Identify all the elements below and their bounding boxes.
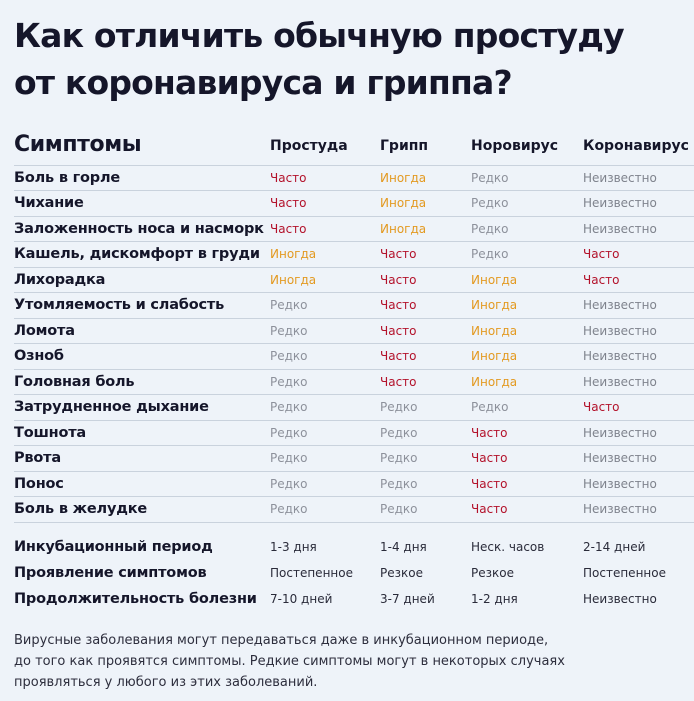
page-title-line-1: Как отличить обычную простуду [14, 16, 624, 55]
frequency-cell: Редко [471, 400, 509, 415]
frequency-cell: Редко [270, 451, 308, 466]
symptom-name: Затрудненное дыхание [14, 399, 209, 416]
table-row [14, 318, 694, 344]
frequency-cell: Неизвестно [583, 451, 657, 466]
info-name: Проявление симптомов [14, 565, 207, 581]
footnote-line-3: проявляться у любого из этих заболеваний. [14, 675, 318, 690]
symptom-name: Понос [14, 475, 64, 492]
table-row [14, 242, 694, 268]
table-row [14, 497, 694, 523]
info-name: Продолжительность болезни [14, 591, 257, 607]
frequency-cell: Редко [471, 170, 509, 185]
info-cell: Резкое [471, 566, 514, 580]
info-cell: Резкое [380, 566, 423, 580]
frequency-cell: Неизвестно [583, 476, 657, 491]
frequency-cell: Редко [270, 374, 308, 389]
symptom-name: Кашель, дискомфорт в груди [14, 246, 260, 263]
table-row [14, 395, 694, 421]
frequency-cell: Часто [583, 247, 620, 262]
info-name: Инкубационный период [14, 539, 213, 555]
info-cell: 7-10 дней [270, 592, 333, 606]
disease-info-rows [14, 522, 694, 612]
table-row [14, 344, 694, 370]
frequency-cell: Редко [380, 476, 418, 491]
footnote-line-1: Вирусные заболевания могут передаваться даже в инкубационном периоде, [14, 633, 549, 648]
table-header-row [14, 125, 694, 165]
frequency-cell: Часто [270, 196, 307, 211]
symptom-name: Утомляемость и слабость [14, 297, 225, 314]
frequency-cell: Редко [270, 476, 308, 491]
table-row [14, 191, 694, 217]
symptom-name: Заложенность носа и насморк [14, 220, 264, 237]
table-row [14, 446, 694, 472]
header-cold: Простуда [270, 138, 348, 155]
table-row [14, 369, 694, 395]
header-flu: Грипп [380, 138, 429, 155]
frequency-cell: Иногда [471, 323, 518, 338]
symptom-name: Боль в желудке [14, 501, 147, 518]
symptom-name: Рвота [14, 450, 61, 467]
frequency-cell: Неизвестно [583, 323, 657, 338]
frequency-cell: Часто [380, 247, 417, 262]
info-cell: Неск. часов [471, 540, 545, 554]
header-coronavirus: Коронавирус [583, 138, 689, 155]
frequency-cell: Часто [471, 502, 508, 517]
frequency-cell: Неизвестно [583, 221, 657, 236]
frequency-cell: Неизвестно [583, 502, 657, 517]
symptoms-comparison-table [14, 125, 694, 612]
info-cell: Постепенное [583, 566, 666, 580]
frequency-cell: Редко [380, 502, 418, 517]
frequency-cell: Иногда [270, 247, 317, 262]
header-symptoms: Симптомы [14, 132, 142, 158]
frequency-cell: Иногда [380, 221, 427, 236]
page-title [14, 12, 684, 106]
info-cell: 1-3 дня [270, 540, 317, 554]
frequency-cell: Иногда [380, 196, 427, 211]
table-row [14, 293, 694, 319]
frequency-cell: Часто [380, 298, 417, 313]
frequency-cell: Редко [270, 400, 308, 415]
footnote-line-2: до того как проявятся симптомы. Редкие симптомы могут в некоторых случаях [14, 654, 565, 669]
symptom-name: Головная боль [14, 373, 135, 390]
info-cell: 1-2 дня [471, 592, 518, 606]
frequency-cell: Редко [471, 196, 509, 211]
table-row [14, 420, 694, 446]
table-row [14, 471, 694, 497]
frequency-cell: Часто [380, 272, 417, 287]
frequency-cell: Неизвестно [583, 298, 657, 313]
symptom-name: Тошнота [14, 424, 87, 441]
symptom-name: Чихание [14, 195, 84, 212]
frequency-cell: Редко [380, 425, 418, 440]
frequency-cell: Неизвестно [583, 349, 657, 364]
frequency-cell: Редко [270, 349, 308, 364]
info-cell: Постепенное [270, 566, 353, 580]
table-row [14, 560, 694, 586]
info-cell: 1-4 дня [380, 540, 427, 554]
frequency-cell: Часто [471, 425, 508, 440]
frequency-cell: Неизвестно [583, 170, 657, 185]
info-cell: 3-7 дней [380, 592, 435, 606]
frequency-cell: Часто [583, 272, 620, 287]
page-title-line-2: от коронавируса и гриппа? [14, 63, 512, 102]
table-row [14, 534, 694, 560]
frequency-cell: Редко [380, 451, 418, 466]
header-norovirus: Норовирус [471, 138, 559, 155]
table-row [14, 586, 694, 612]
symptom-name: Лихорадка [14, 271, 106, 288]
frequency-cell: Редко [270, 425, 308, 440]
table-row [14, 267, 694, 293]
frequency-cell: Часто [270, 221, 307, 236]
frequency-cell: Редко [471, 221, 509, 236]
frequency-cell: Редко [471, 247, 509, 262]
frequency-cell: Часто [380, 374, 417, 389]
frequency-cell: Часто [380, 349, 417, 364]
frequency-cell: Часто [270, 170, 307, 185]
frequency-cell: Редко [270, 298, 308, 313]
section-spacer [14, 522, 694, 534]
frequency-cell: Часто [583, 400, 620, 415]
info-cell: 2-14 дней [583, 540, 646, 554]
footnote [14, 630, 684, 693]
info-cell: Неизвестно [583, 592, 657, 606]
table-row [14, 216, 694, 242]
frequency-cell: Редко [270, 323, 308, 338]
frequency-cell: Иногда [471, 374, 518, 389]
symptom-name: Озноб [14, 348, 64, 365]
frequency-cell: Редко [270, 502, 308, 517]
frequency-cell: Иногда [471, 349, 518, 364]
symptom-rows [14, 165, 694, 522]
frequency-cell: Редко [380, 400, 418, 415]
symptom-name: Ломота [14, 322, 75, 339]
frequency-cell: Часто [380, 323, 417, 338]
frequency-cell: Часто [471, 451, 508, 466]
table-row [14, 165, 694, 191]
frequency-cell: Неизвестно [583, 425, 657, 440]
symptom-name: Боль в горле [14, 169, 121, 186]
frequency-cell: Часто [471, 476, 508, 491]
frequency-cell: Неизвестно [583, 374, 657, 389]
frequency-cell: Иногда [270, 272, 317, 287]
frequency-cell: Иногда [380, 170, 427, 185]
frequency-cell: Иногда [471, 272, 518, 287]
frequency-cell: Иногда [471, 298, 518, 313]
frequency-cell: Неизвестно [583, 196, 657, 211]
